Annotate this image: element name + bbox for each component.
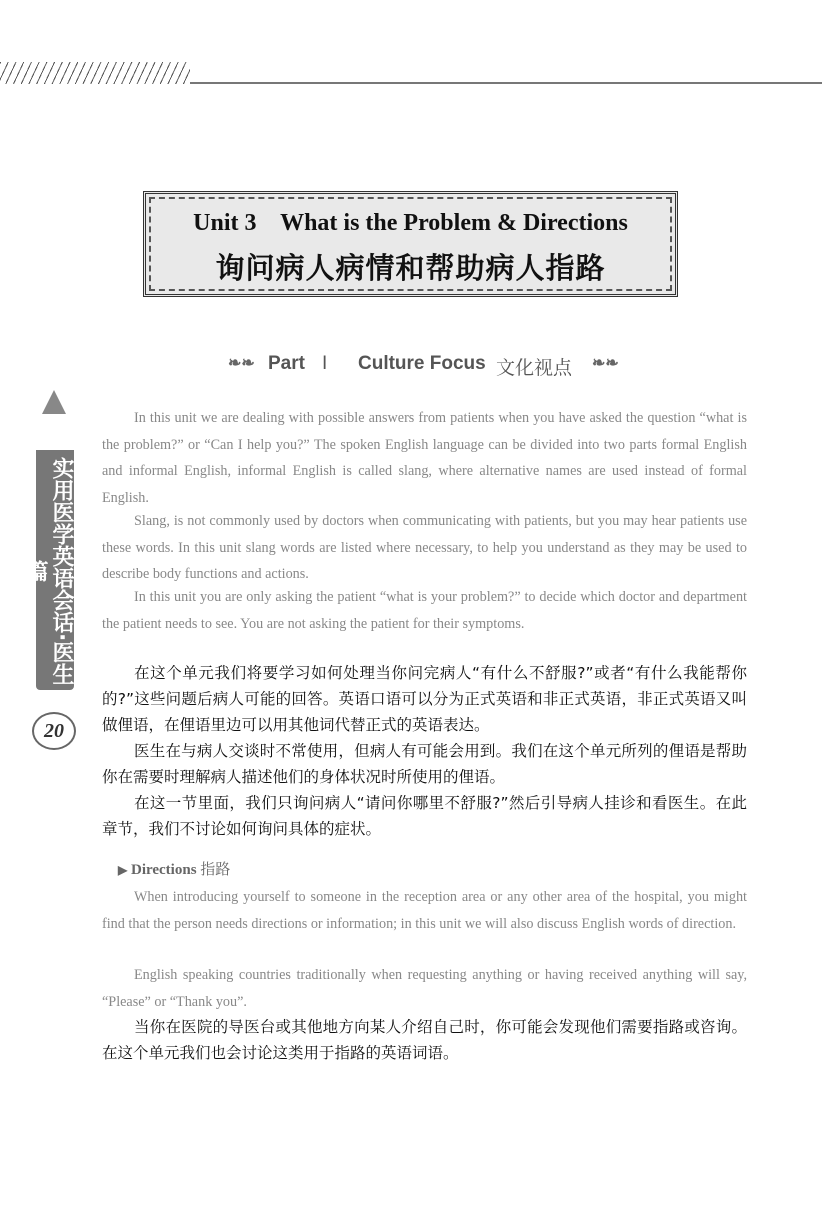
part-heading-chinese: 文化视点 — [496, 357, 573, 379]
directions-heading-english: Directions — [130, 862, 197, 878]
header-hatch-decoration — [0, 62, 190, 84]
directions-paragraph-en-2: English speaking countries traditionally when requesting anything or having received anything will say, “Please” or “Thank you”. — [102, 967, 747, 1010]
book-spine-tab — [23, 450, 74, 690]
unit-title-english: Unit 3 What is the Problem & Directions — [193, 210, 628, 236]
directions-paragraph-zh-1: 当你在医院的导医台或其他地方向某人介绍自己时，你可能会发现他们需要指路或咨询。在这个单元我们也会讨论这类用于指路的英语词语。 — [102, 1018, 747, 1062]
unit-title-box — [143, 191, 678, 297]
header-rule — [190, 82, 822, 84]
right-ornament-icon: ❧❧ — [592, 355, 619, 372]
part-heading-english: Culture Focus — [358, 353, 486, 374]
part-label: Part — [268, 353, 305, 374]
part-heading — [220, 350, 640, 380]
culture-paragraph-zh-2: 医生在与病人交谈时不常使用，但病人有可能会用到。我们在这个单元所列的俚语是帮助你在需要时理解病人描述他们的身体状况时所使用的俚语。 — [102, 742, 747, 786]
culture-paragraph-en-2: Slang, is not commonly used by doctors when communicating with patients, but you may hear patients use these words. In this unit slang words are listed where necessary, to help you understand as they may be used to describe body functions and actions. — [102, 513, 747, 582]
culture-paragraph-zh-1: 在这个单元我们将要学习如何处理当你问完病人“有什么不舒服?”或者“有什么我能帮你的?”这些问题后病人可能的回答。英语口语可以分为正式英语和非正式英语，非正式英语又叫做俚语，在俚语里边可以用其他词代替正式的英语表达。 — [102, 664, 747, 734]
culture-paragraph-en-3: In this unit you are only asking the patient “what is your problem?” to decide which doctor and department the patient needs to see. You are not asking the patient for their symptoms. — [102, 589, 747, 632]
culture-paragraph-en-1: In this unit we are dealing with possible answers from patients when you have asked the question “what is the problem?” or “Can I help you?” The spoken English language can be divided into two parts formal English and informal English, informal English is called slang, where alternative names are used instead of formal English. — [102, 410, 747, 506]
page-number: 20 — [32, 712, 76, 750]
book-title-vertical: 实用医学英语会话·医生篇 — [23, 456, 74, 686]
directions-heading-chinese: 指路 — [200, 860, 231, 878]
directions-heading — [118, 858, 230, 879]
spine-arrow-icon — [42, 390, 66, 414]
part-numeral: I — [322, 353, 328, 374]
unit-title-chinese: 询问病人病情和帮助病人指路 — [215, 251, 606, 285]
directions-paragraph-en-1: When introducing yourself to someone in the reception area or any other area of the hospital, you might find that the person needs directions or information; in this unit we will also discuss English words of direction. — [102, 889, 747, 932]
left-ornament-icon: ❧❧ — [228, 355, 255, 372]
triangle-bullet-icon: ▶ — [118, 863, 128, 877]
culture-paragraph-zh-3: 在这一节里面，我们只询问病人“请问你哪里不舒服?”然后引导病人挂诊和看医生。在此章节，我们不讨论如何询问具体的症状。 — [102, 794, 747, 838]
